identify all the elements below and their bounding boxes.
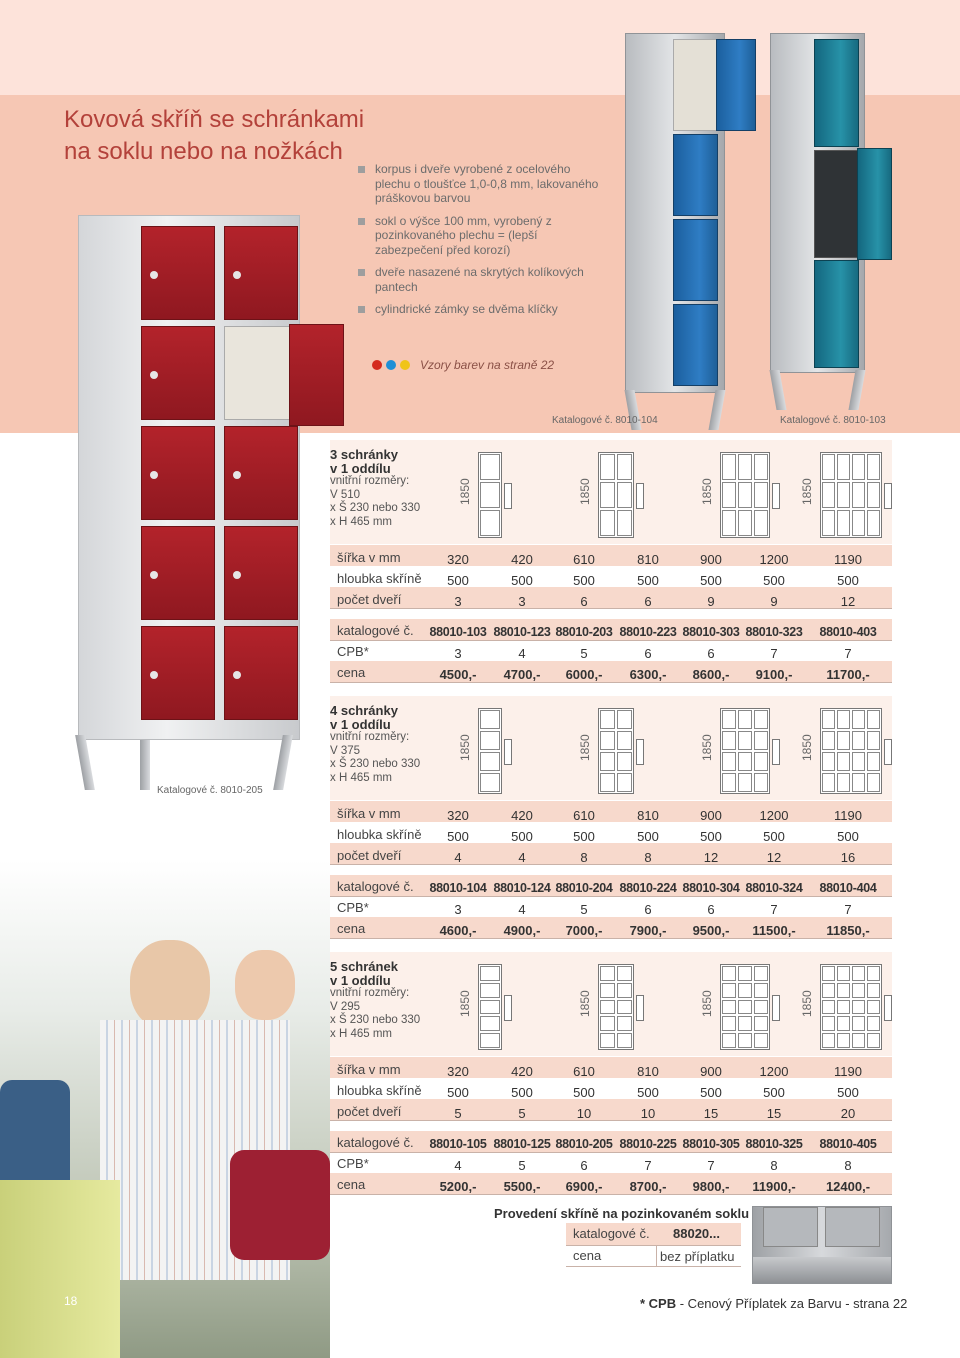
base-variant-catalog-row	[566, 1223, 741, 1245]
locker-door	[224, 526, 298, 620]
children-photo	[0, 860, 330, 1358]
cell-codes: 88010-405	[819, 1137, 877, 1151]
cell-doors: 10	[640, 1106, 656, 1121]
title-line-2: na soklu nebo na nožkách	[64, 138, 343, 165]
cell-depths: 500	[511, 829, 533, 844]
row-label-width: šířka v mm	[337, 806, 401, 821]
cell-doors: 3	[454, 594, 462, 609]
locker-leg	[75, 735, 95, 790]
footnote	[640, 1296, 907, 1311]
locker-door	[224, 426, 298, 520]
sketch-door	[636, 739, 644, 765]
divider	[330, 1152, 892, 1153]
locker-door	[141, 526, 215, 620]
cell-widths: 420	[511, 808, 533, 823]
girl-face	[235, 950, 295, 1020]
cell-doors: 12	[703, 850, 719, 865]
open-compartment	[224, 326, 298, 420]
dims-height: V 510	[330, 488, 361, 501]
cell-widths: 1200	[759, 808, 789, 823]
locker-sketch	[598, 708, 634, 794]
section-title: 5 schránek	[330, 959, 398, 974]
cell-codes: 88010-103	[429, 625, 487, 639]
sketch-door	[772, 483, 780, 509]
cell-doors: 10	[576, 1106, 592, 1121]
cell-cpb: 5	[580, 902, 588, 917]
footnote-mark: * CPB	[640, 1296, 677, 1311]
sketch-door	[504, 739, 512, 765]
cell-cpb: 8	[770, 1158, 778, 1173]
cell-depths: 500	[511, 1085, 533, 1100]
base-variant-title: Provedení skříně na pozinkovaném soklu	[494, 1206, 750, 1221]
feature-item: sokl o výšce 100 mm, vyrobený z pozinkovaného plechu = (lepší zabezpečení před korozí)	[358, 214, 608, 258]
divider	[330, 1194, 892, 1195]
row-label-cpb: CPB*	[337, 644, 369, 659]
dims-height: V 375	[330, 744, 361, 757]
height-label: 1850	[700, 734, 714, 761]
cell-codes: 88010-323	[745, 625, 803, 639]
cell-cpb: 7	[770, 902, 778, 917]
height-label: 1850	[700, 990, 714, 1017]
cell-doors: 15	[703, 1106, 719, 1121]
cell-codes: 88010-105	[429, 1137, 487, 1151]
base-variant-price-value: bez příplatku	[660, 1249, 735, 1264]
cell-prices: 8600,-	[692, 667, 730, 682]
cell-depths: 500	[837, 573, 859, 588]
height-label: 1850	[458, 990, 472, 1017]
title-line-1: Kovová skříň se schránkami	[64, 106, 365, 133]
cell-prices: 7000,-	[565, 923, 603, 938]
sketch-door	[636, 995, 644, 1021]
dims-height: V 295	[330, 1000, 361, 1013]
feature-item: dveře nasazené na skrytých kolíkových pantech	[358, 265, 608, 294]
row-label-catalog: katalogové č.	[337, 1135, 414, 1150]
cell-widths: 610	[573, 552, 595, 567]
locker-sketch	[820, 708, 882, 794]
cell-codes: 88010-203	[555, 625, 613, 639]
cell-codes: 88010-124	[493, 881, 551, 895]
row-label-doors: počet dveří	[337, 1104, 402, 1119]
cell-widths: 900	[700, 552, 722, 567]
cell-widths: 610	[573, 1064, 595, 1079]
row-label-doors: počet dveří	[337, 848, 402, 863]
cell-cpb: 7	[644, 1158, 652, 1173]
row-label-price: cena	[337, 665, 366, 680]
cell-cpb: 5	[580, 646, 588, 661]
cell-doors: 9	[707, 594, 715, 609]
sketch-door	[504, 483, 512, 509]
section-header	[330, 448, 430, 529]
sketch-door	[772, 995, 780, 1021]
cell-codes: 88010-205	[555, 1137, 613, 1151]
height-label: 1850	[578, 990, 592, 1017]
footnote-text: - Cenový Příplatek za Barvu - strana 22	[676, 1296, 908, 1311]
cell-doors: 20	[840, 1106, 856, 1121]
locker-sketch	[720, 452, 770, 538]
locker-door	[673, 219, 718, 301]
red-locker-image	[78, 215, 300, 740]
cell-widths: 420	[511, 1064, 533, 1079]
cell-depths: 500	[763, 573, 785, 588]
cell-prices: 4500,-	[439, 667, 477, 682]
cell-cpb: 4	[454, 1158, 462, 1173]
cell-codes: 88010-224	[619, 881, 677, 895]
feature-item: cylindrické zámky se dvěma klíčky	[358, 302, 608, 317]
divider	[566, 1245, 741, 1246]
row-label-depth: hloubka skříně	[337, 827, 422, 842]
cell-widths: 810	[637, 1064, 659, 1079]
boy-face	[130, 940, 210, 1030]
cell-widths: 1200	[759, 552, 789, 567]
cell-prices: 9100,-	[755, 667, 793, 682]
cell-widths: 320	[447, 808, 469, 823]
cell-codes: 88010-403	[819, 625, 877, 639]
cell-widths: 900	[700, 1064, 722, 1079]
cell-doors: 12	[840, 594, 856, 609]
cell-cpb: 6	[580, 1158, 588, 1173]
color-samples-note	[372, 358, 554, 372]
cell-depths: 500	[837, 829, 859, 844]
cell-depths: 500	[700, 1085, 722, 1100]
cell-doors: 3	[518, 594, 526, 609]
cell-widths: 1190	[834, 552, 862, 567]
cell-prices: 12400,-	[825, 1179, 871, 1194]
catalog-label-middle: Katalogové č. 8010-104	[552, 415, 658, 426]
locker-leg	[273, 735, 293, 790]
locker-sketch	[478, 964, 502, 1050]
row-label-width: šířka v mm	[337, 1062, 401, 1077]
cell-widths: 900	[700, 808, 722, 823]
cell-cpb: 3	[454, 646, 462, 661]
row-label-depth: hloubka skříně	[337, 571, 422, 586]
cell-cpb: 4	[518, 902, 526, 917]
height-label: 1850	[800, 478, 814, 505]
page-number: 18	[64, 1294, 78, 1308]
dims-depth: x H 465 mm	[330, 515, 392, 528]
cell-codes: 88010-204	[555, 881, 613, 895]
cell-widths: 810	[637, 552, 659, 567]
dims-width: x Š 230 nebo 330	[330, 502, 421, 514]
feature-item: korpus i dveře vyrobené z ocelového plechu o tloušťce 1,0-0,8 mm, lakovaného práškovou barvou	[358, 162, 608, 206]
cell-depths: 500	[700, 573, 722, 588]
cell-cpb: 7	[844, 902, 852, 917]
cell-doors: 5	[518, 1106, 526, 1121]
cell-codes: 88010-123	[493, 625, 551, 639]
cell-prices: 4700,-	[503, 667, 541, 682]
sketch-door	[884, 995, 892, 1021]
sketch-door	[636, 483, 644, 509]
row-label-doors: počet dveří	[337, 592, 402, 607]
locker-sketch	[720, 964, 770, 1050]
divider	[656, 1246, 657, 1266]
height-label: 1850	[800, 734, 814, 761]
locker-sketch	[598, 452, 634, 538]
cell-depths: 500	[573, 1085, 595, 1100]
open-compartment	[673, 39, 718, 131]
section-subtitle: v 1 oddílu	[330, 972, 391, 988]
dims-depth: x H 465 mm	[330, 1027, 392, 1040]
cell-prices: 6000,-	[565, 667, 603, 682]
sketch-door	[504, 995, 512, 1021]
height-label: 1850	[700, 478, 714, 505]
dims-label: vnitřní rozměry:	[330, 475, 410, 487]
cell-depths: 500	[763, 829, 785, 844]
locker-door	[141, 426, 215, 520]
cell-widths: 320	[447, 1064, 469, 1079]
locker-sketch	[598, 964, 634, 1050]
cell-prices: 4600,-	[439, 923, 477, 938]
catalog-label-left: Katalogové č. 8010-205	[157, 785, 263, 796]
divider	[330, 938, 892, 939]
row-label-catalog: katalogové č.	[337, 879, 414, 894]
open-locker-door	[857, 148, 892, 260]
section-header	[330, 960, 430, 1041]
cell-widths: 810	[637, 808, 659, 823]
cell-depths: 500	[447, 573, 469, 588]
cell-prices: 11850,-	[826, 923, 870, 938]
cell-cpb: 6	[644, 902, 652, 917]
cell-prices: 8700,-	[629, 1179, 667, 1194]
cell-widths: 610	[573, 808, 595, 823]
dims-width: x Š 230 nebo 330	[330, 1014, 421, 1026]
cell-widths: 420	[511, 552, 533, 567]
section-subtitle: v 1 oddílu	[330, 716, 391, 732]
cell-doors: 8	[644, 850, 652, 865]
cell-codes: 88010-104	[429, 881, 487, 895]
divider	[330, 640, 892, 641]
cell-doors: 4	[518, 850, 526, 865]
locker-door	[224, 226, 298, 320]
cell-depths: 500	[637, 829, 659, 844]
cell-cpb: 7	[844, 646, 852, 661]
cell-codes: 88010-305	[682, 1137, 740, 1151]
dims-label: vnitřní rozměry:	[330, 731, 410, 743]
dims-depth: x H 465 mm	[330, 771, 392, 784]
cell-doors: 16	[840, 850, 856, 865]
cell-cpb: 6	[707, 646, 715, 661]
cell-widths: 1190	[834, 1064, 862, 1079]
open-locker-door	[289, 324, 344, 426]
locker-door	[141, 226, 215, 320]
locker-door	[814, 260, 859, 368]
cell-codes: 88010-303	[682, 625, 740, 639]
locker-door	[224, 626, 298, 720]
blue-dot-icon	[386, 360, 396, 370]
cell-prices: 9800,-	[692, 1179, 730, 1194]
cell-prices: 11900,-	[752, 1179, 796, 1194]
cell-prices: 6300,-	[629, 667, 667, 682]
cell-prices: 11500,-	[752, 923, 796, 938]
cell-cpb: 6	[644, 646, 652, 661]
section-title: 3 schránky	[330, 447, 398, 462]
cell-codes: 88010-304	[682, 881, 740, 895]
cell-widths: 1200	[759, 1064, 789, 1079]
locker-door	[141, 626, 215, 720]
cell-depths: 500	[447, 1085, 469, 1100]
cell-prices: 5200,-	[439, 1179, 477, 1194]
cell-doors: 15	[766, 1106, 782, 1121]
sketch-door	[884, 739, 892, 765]
locker-sketch	[478, 452, 502, 538]
cell-cpb: 7	[770, 646, 778, 661]
cell-doors: 8	[580, 850, 588, 865]
cell-prices: 4900,-	[503, 923, 541, 938]
base-variant-price-label: cena	[573, 1248, 602, 1263]
locker-sketch	[478, 708, 502, 794]
height-label: 1850	[458, 478, 472, 505]
cell-prices: 6900,-	[565, 1179, 603, 1194]
locker-sketch	[820, 964, 882, 1050]
dims-label: vnitřní rozměry:	[330, 987, 410, 999]
cell-depths: 500	[573, 829, 595, 844]
cell-codes: 88010-125	[493, 1137, 551, 1151]
cell-prices: 5500,-	[503, 1179, 541, 1194]
height-label: 1850	[578, 734, 592, 761]
cell-codes: 88010-324	[745, 881, 803, 895]
locker-sketch	[720, 708, 770, 794]
cell-prices: 11700,-	[826, 667, 870, 682]
locker-sketch	[820, 452, 882, 538]
open-locker-door	[716, 39, 756, 131]
cell-doors: 9	[770, 594, 778, 609]
row-label-catalog: katalogové č.	[337, 623, 414, 638]
base-variant-catalog-label: katalogové č.	[573, 1226, 650, 1241]
locker-door	[673, 304, 718, 386]
cell-prices: 7900,-	[629, 923, 667, 938]
cell-codes: 88010-404	[819, 881, 877, 895]
cell-doors: 6	[580, 594, 588, 609]
cell-codes: 88010-225	[619, 1137, 677, 1151]
row-label-width: šířka v mm	[337, 550, 401, 565]
cell-cpb: 5	[518, 1158, 526, 1173]
row-label-price: cena	[337, 1177, 366, 1192]
sketch-door	[884, 483, 892, 509]
cell-prices: 9500,-	[692, 923, 730, 938]
row-label-price: cena	[337, 921, 366, 936]
cell-depths: 500	[511, 573, 533, 588]
divider	[330, 682, 892, 683]
divider	[566, 1266, 741, 1267]
row-label-depth: hloubka skříně	[337, 1083, 422, 1098]
cell-cpb: 6	[707, 902, 715, 917]
cell-codes: 88010-223	[619, 625, 677, 639]
yellow-dot-icon	[400, 360, 410, 370]
color-samples-text: Vzory barev na straně 22	[420, 358, 555, 372]
cell-cpb: 8	[844, 1158, 852, 1173]
dims-width: x Š 230 nebo 330	[330, 758, 421, 770]
locker-door	[814, 39, 859, 147]
cell-depths: 500	[837, 1085, 859, 1100]
sketch-door	[772, 739, 780, 765]
catalog-label-right: Katalogové č. 8010-103	[780, 415, 886, 426]
cell-depths: 500	[763, 1085, 785, 1100]
locker-leg	[140, 740, 150, 790]
section-title: 4 schránky	[330, 703, 398, 718]
row-label-cpb: CPB*	[337, 900, 369, 915]
height-label: 1850	[578, 478, 592, 505]
cell-depths: 500	[573, 573, 595, 588]
page-title	[64, 104, 364, 168]
cell-depths: 500	[700, 829, 722, 844]
blue-locker-image	[625, 33, 725, 393]
row-label-cpb: CPB*	[337, 1156, 369, 1171]
height-label: 1850	[458, 734, 472, 761]
cell-cpb: 4	[518, 646, 526, 661]
locker-door	[673, 134, 718, 216]
cell-doors: 4	[454, 850, 462, 865]
height-label: 1850	[800, 990, 814, 1017]
locker-door	[141, 326, 215, 420]
cell-cpb: 3	[454, 902, 462, 917]
cell-doors: 12	[766, 850, 782, 865]
yellow-locker	[0, 1180, 120, 1358]
section-header	[330, 704, 430, 785]
cell-doors: 5	[454, 1106, 462, 1121]
cell-widths: 320	[447, 552, 469, 567]
red-dot-icon	[372, 360, 382, 370]
teal-locker-image	[770, 33, 865, 373]
red-backpack	[230, 1150, 330, 1260]
feature-list	[358, 162, 608, 325]
open-compartment	[814, 150, 859, 258]
cell-widths: 1190	[834, 808, 862, 823]
cell-codes: 88010-325	[745, 1137, 803, 1151]
base-variant-catalog-value: 88020...	[673, 1226, 720, 1241]
cell-depths: 500	[637, 1085, 659, 1100]
divider	[330, 896, 892, 897]
cell-depths: 500	[447, 829, 469, 844]
cell-depths: 500	[637, 573, 659, 588]
cell-doors: 6	[644, 594, 652, 609]
section-subtitle: v 1 oddílu	[330, 460, 391, 476]
cell-cpb: 7	[707, 1158, 715, 1173]
base-locker-photo	[752, 1206, 892, 1284]
